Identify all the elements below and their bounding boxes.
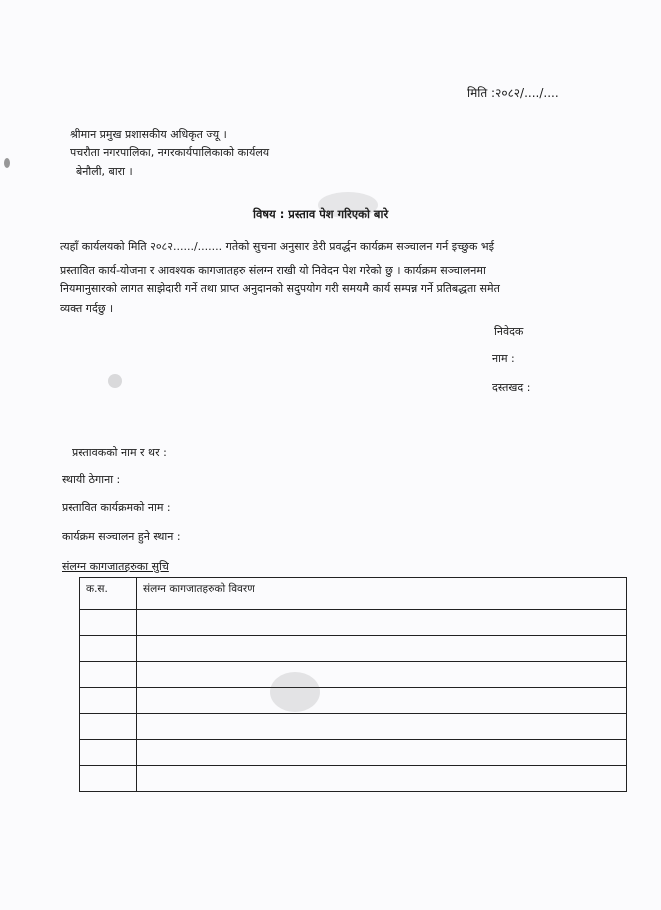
scan-mark [108,374,122,388]
attachments-table [79,577,627,792]
program-location-field: कार्यक्रम सञ्चालन हुने स्थान : [62,530,181,543]
table-cell-desc [137,688,627,714]
table-row [80,662,627,688]
permanent-address-field: स्थायी ठेगाना : [62,473,121,486]
proposer-name-field: प्रस्तावकको नाम र थर : [72,446,167,459]
date-line: मिति :२०८२/..../.... [467,86,559,100]
program-name-field: प्रस्तावित कार्यक्रमको नाम : [62,501,171,514]
body-line-2: प्रस्तावित कार्य-योजना र आवश्यक कागजातहरु संलग्न राखी यो निवेदन पेश गरेको छु । कार्यक्रम सञ्चालनमा [60,264,486,277]
recipient-line-2: पचरौता नगरपालिका, नगरकार्यपालिकाको कार्यलय [70,146,270,159]
table-cell-sn [80,740,137,766]
scan-mark [4,158,10,168]
applicant-label: निवेदक [494,325,524,338]
stain-mark [318,192,378,218]
attachments-heading: संलग्न कागजातहरुका सुचि [62,560,169,573]
table-row [80,714,627,740]
signature-label: दस्तखद : [492,381,531,394]
attachments-header-row [80,578,627,610]
table-cell-sn [80,688,137,714]
table-cell-sn [80,610,137,636]
body-line-4: व्यक्त गर्दछु । [60,302,114,315]
recipient-line-1: श्रीमान प्रमुख प्रशासकीय अधिकृत ज्यू । [70,128,227,141]
table-cell-desc [137,662,627,688]
table-row [80,610,627,636]
recipient-line-3: बेनौली, बारा । [76,165,133,178]
table-cell-desc [137,766,627,792]
stain-mark [270,672,320,712]
body-line-1: त्यहाँ कार्यलयको मिति २०८२....../....... गतेको सुचना अनुसार डेरी प्रवर्द्धन कार्यक्रम सञ्चालन गर्न इच्छुक भई [60,240,494,253]
name-label: नाम : [492,352,515,365]
description-header: संलग्न कागजातहरुको विवरण [137,578,627,610]
table-cell-sn [80,636,137,662]
table-cell-desc [137,636,627,662]
serial-number-header: क.स. [80,578,137,610]
table-cell-sn [80,662,137,688]
subject-line: विषय : प्रस्ताव पेश गरिएको बारे [253,207,389,221]
body-line-3: नियमानुसारको लागत साझेदारी गर्ने तथा प्राप्त अनुदानको सदुपयोग गरी समयमै कार्य सम्पन्न गर्ने प्रतिबद्धता समेत [60,282,500,295]
table-row [80,688,627,714]
table-cell-sn [80,714,137,740]
table-cell-sn [80,766,137,792]
table-row [80,636,627,662]
table-row [80,740,627,766]
table-row [80,766,627,792]
table-cell-desc [137,610,627,636]
table-cell-desc [137,740,627,766]
table-cell-desc [137,714,627,740]
